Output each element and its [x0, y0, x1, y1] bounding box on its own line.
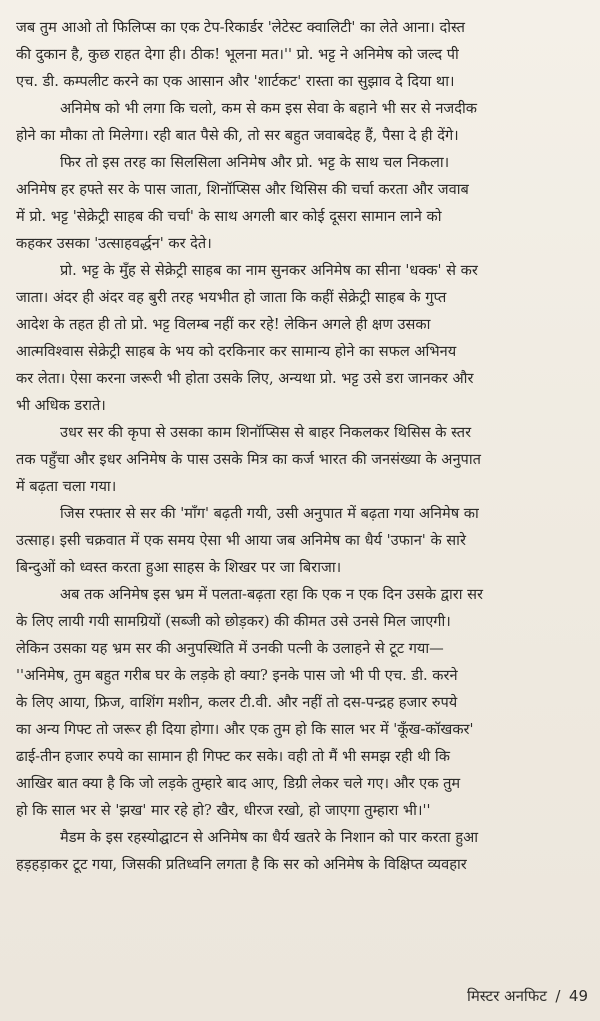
text-line: लेकिन उसका यह भ्रम सर की अनुपस्थिति में उनकी पत्नी के उलाहने से टूट गया—	[16, 640, 444, 657]
text-line: आदेश के तहत ही तो प्रो. भट्ट विलम्ब नहीं कर रहे! लेकिन अगले ही क्षण उसका	[16, 316, 431, 333]
text-line: आत्मविश्वास सेक्रेट्री साहब के भय को दरकिनार कर सामान्य होने का सफल अभिनय	[16, 343, 457, 360]
text-line: ''अनिमेष, तुम बहुत गरीब घर के लड़के हो क्या? इनके पास जो भी पी एच. डी. करने	[16, 667, 458, 684]
page-body-text	[16, 14, 588, 878]
text-line: भी अधिक डराते।	[16, 397, 106, 414]
text-line: का अन्य गिफ्ट तो जरूर ही दिया होगा। और एक तुम हो कि साल भर में 'कूँख-कॉखकर'	[16, 721, 474, 738]
text-line: कर लेता। ऐसा करना जरूरी भी होता उसके लिए, अन्यथा प्रो. भट्ट उसे डरा जानकर और	[16, 370, 474, 387]
text-line: जब तुम आओ तो फिलिप्स का एक टेप-रिकार्डर 'लेटेस्ट क्वालिटी' का लेते आना। दोस्त	[16, 19, 465, 36]
text-line: प्रो. भट्ट के मुँह से सेक्रेट्री साहब का नाम सुनकर अनिमेष का सीना 'धक्क' से कर	[60, 262, 478, 279]
text-line: उधर सर की कृपा से उसका काम शिनॉप्सिस से बाहर निकलकर थिसिस के स्तर	[60, 424, 472, 441]
text-line: की दुकान है, कुछ राहत देगा ही। ठीक! भूलना मत।'' प्रो. भट्ट ने अनिमेष को जल्द पी	[16, 46, 459, 63]
text-line: ढाई-तीन हजार रुपये का सामान ही गिफ्ट कर सके। वही तो मैं भी समझ रही थी कि	[16, 748, 450, 765]
text-line: अब तक अनिमेष इस भ्रम में पलता-बढ़ता रहा कि एक न एक दिन उसके द्वारा सर	[60, 586, 483, 603]
text-line: आखिर बात क्या है कि जो लड़के तुम्हारे बाद आए, डिग्री लेकर चले गए। और एक तुम	[16, 775, 461, 792]
text-line: जाता। अंदर ही अंदर वह बुरी तरह भयभीत हो जाता कि कहीं सेक्रेट्री साहब के गुप्त	[16, 289, 447, 306]
text-line: जिस रफ्तार से सर की 'माँग' बढ़ती गयी, उसी अनुपात में बढ़ता गया अनिमेष का	[60, 505, 479, 522]
text-line: में प्रो. भट्ट 'सेक्रेट्री साहब की चर्चा' के साथ अगली बार कोई दूसरा सामान लाने को	[16, 208, 442, 225]
text-line: हड़हड़ाकर टूट गया, जिसकी प्रतिध्वनि लगता है कि सर को अनिमेष के विक्षिप्त व्यवहार	[16, 856, 467, 873]
text-line: मैडम के इस रहस्योद्घाटन से अनिमेष का धैर्य खतरे के निशान को पार करता हुआ	[60, 829, 478, 846]
running-title: मिस्टर अनफिट	[466, 987, 547, 1005]
text-line: होने का मौका तो मिलेगा। रही बात पैसे की, तो सर बहुत जवाबदेह हैं, पैसा दे ही देंगे।	[16, 127, 459, 144]
text-line: एच. डी. कम्पलीट करने का एक आसान और 'शार्टकट' रास्ता का सुझाव दे दिया था।	[16, 73, 455, 90]
text-line: में बढ़ता चला गया।	[16, 478, 117, 495]
page-number: 49	[568, 987, 588, 1005]
text-line: अनिमेष हर हफ्ते सर के पास जाता, शिनॉप्सिस और थिसिस की चर्चा करता और जवाब	[16, 181, 469, 198]
text-line: के लिए लायी गयी सामग्रियों (सब्जी को छोड़कर) की कीमत उसे उनसे मिल जाएगी।	[16, 613, 451, 630]
text-line: कहकर उसका 'उत्साहवर्द्धन' कर देते।	[16, 235, 212, 252]
page-footer	[0, 983, 600, 1009]
text-line: बिन्दुओं को ध्वस्त करता हुआ साहस के शिखर पर जा बिराजा।	[16, 559, 342, 576]
footer-separator: /	[555, 987, 561, 1005]
text-line: फिर तो इस तरह का सिलसिला अनिमेष और प्रो. भट्ट के साथ चल निकला।	[60, 154, 450, 171]
text-line: उत्साह। इसी चक्रवात में एक समय ऐसा भी आया जब अनिमेष का धैर्य 'उफान' के सारे	[16, 532, 466, 549]
text-line: अनिमेष को भी लगा कि चलो, कम से कम इस सेवा के बहाने भी सर से नजदीक	[60, 100, 478, 117]
text-line: हो कि साल भर से 'झख' मार रहे हो? खैर, धीरज रखो, हो जाएगा तुम्हारा भी।''	[16, 802, 431, 819]
text-line: तक पहुँचा और इधर अनिमेष के पास उसके मित्र का कर्ज भारत की जनसंख्या के अनुपात	[16, 451, 481, 468]
text-line: के लिए आया, फ्रिज, वाशिंग मशीन, कलर टी.वी. और नहीं तो दस-पन्द्रह हजार रुपये	[16, 694, 458, 711]
